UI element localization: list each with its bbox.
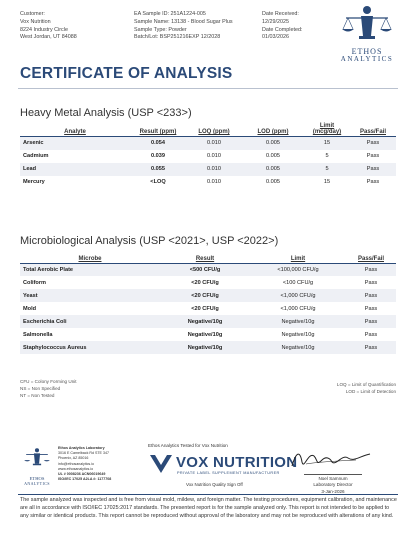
date-completed: 01/03/2026: [262, 34, 289, 41]
signer-block: [300, 476, 366, 495]
col-analyte: Analyte: [20, 123, 130, 137]
sample-type: Sample Type: Powder: [134, 26, 187, 33]
lab-city: Phoenix, AZ 85016: [58, 456, 89, 461]
logo-line-2: ANALYTICS: [340, 55, 394, 63]
col-result: Result (ppm): [130, 123, 186, 137]
date-completed-label: Date Completed:: [262, 26, 303, 33]
micro-limit-cell: <100 CFU/g: [282, 279, 314, 286]
result-cell: 0.039: [151, 153, 165, 159]
lab-accreditation-1: UL # 0008236 ACN06019649: [58, 472, 106, 477]
microbe-cell: Staphylococcus Aureus: [20, 341, 160, 354]
micro-result-cell: <500 CFU/g: [160, 263, 250, 276]
table-row: [20, 137, 396, 150]
lod-cell: 0.005: [266, 179, 280, 185]
col-micro-result: Result: [160, 250, 250, 263]
col-micro-limit: Limit: [250, 250, 346, 263]
micro-result-cell: Negative/10g: [160, 341, 250, 354]
table-row: [20, 328, 396, 341]
legend-loq: LOQ = Limit of Quantification: [336, 382, 396, 387]
customer-block: [20, 11, 77, 42]
table-row: [20, 302, 396, 315]
limit-cell: 5: [304, 163, 350, 176]
tested-for-note: Ethos Analytics Tested for Vox Nutrition: [148, 443, 228, 448]
signer-date: 3-Jan-2026: [321, 488, 345, 494]
limit-cell: 15: [323, 179, 331, 185]
lab-address-block: [58, 446, 111, 482]
title-divider: [18, 88, 398, 89]
pass-fail-cell: Pass: [350, 163, 396, 176]
micro-result-cell: <20 CFU/g: [160, 289, 250, 302]
col-loq: LOQ (ppm): [186, 123, 242, 137]
col-lod: LOD (ppm): [242, 123, 304, 137]
loq-cell: 0.010: [207, 179, 221, 185]
vox-sign-off: Vox Nutrition Quality Sign Off: [186, 482, 243, 487]
signer-title: Laboratory Director: [313, 482, 353, 488]
vox-wordmark: VOX NUTRITION: [176, 454, 298, 471]
heavy-metal-title: Heavy Metal Analysis (USP <233>): [20, 107, 192, 119]
analyte-cell: Lead: [20, 163, 130, 176]
pass-fail-cell: Pass: [346, 289, 396, 302]
legend-lod: LOD = Limit of Detection: [345, 389, 396, 394]
page-title: CERTIFICATE OF ANALYSIS: [20, 65, 233, 82]
pass-fail-cell: Pass: [366, 153, 380, 159]
lab-email[interactable]: info@ethosanalytics.io: [58, 461, 95, 466]
sample-block: [134, 11, 233, 42]
legend-cfu: CFU = Colony Forming Unit: [20, 379, 77, 384]
pass-fail-cell: Pass: [366, 179, 380, 185]
signer-name: Noel Samnum: [318, 476, 348, 481]
loq-cell: 0.010: [207, 153, 221, 159]
micro-header-row: [20, 250, 396, 263]
table-row: [20, 263, 396, 276]
legend-left: [20, 378, 77, 399]
batch-lot: Batch/Lot: BSP251216EXP 12/2028: [134, 34, 221, 41]
microbe-cell: Escherichia Coli: [20, 315, 160, 328]
pass-fail-cell: Pass: [346, 263, 396, 276]
micro-limit-cell: Negative/10g: [281, 331, 315, 338]
analyte-cell: Mercury: [23, 179, 45, 185]
loq-cell: 0.010: [186, 137, 242, 150]
micro-limit-cell: <1,000 CFU/g: [280, 305, 316, 312]
pass-fail-cell: Pass: [364, 279, 378, 286]
date-received: 12/29/2025: [262, 18, 289, 25]
footer-logo-line-1: ETHOS: [29, 476, 45, 481]
micro-limit-cell: Negative/10g: [250, 315, 346, 328]
sample-name: Sample Name: 13138 - Blood Sugar Plus: [134, 18, 233, 25]
microbe-cell: Yeast: [20, 289, 160, 302]
table-row: [20, 163, 396, 176]
limit-cell: 15: [304, 137, 350, 150]
legend-nt: NT = Non Tested: [20, 393, 55, 398]
table-row: [20, 150, 396, 163]
vox-logo-icon: [148, 453, 174, 475]
heavy-metal-table: [20, 123, 396, 189]
col-microbe: Microbe: [20, 250, 160, 263]
footer-ethos-logo: [20, 443, 54, 489]
table-row: [20, 289, 396, 302]
pass-fail-cell: Pass: [346, 315, 396, 328]
vox-tagline: PRIVATE LABEL SUPPLEMENT MANUFACTURER: [177, 471, 280, 475]
customer-label: Customer:: [20, 11, 45, 17]
loq-cell: 0.010: [186, 163, 242, 176]
col-pass-fail: Pass/Fail: [350, 123, 396, 137]
col-micro-pass-fail: Pass/Fail: [346, 250, 396, 263]
pass-fail-cell: Pass: [346, 341, 396, 354]
pass-fail-cell: Pass: [350, 137, 396, 150]
table-row: [20, 276, 396, 289]
disclaimer-text: The sample analyzed was inspected and is free from visual mold, mildew, and foreign matter. The testing procedures, equipment calibration, and maintenance are all in accordance with ISO/IEC 17025:2017 standards. The presented report is for the sample analyzed only. This report is not intended to be applied to any similar or identical products. This report cannot be reproduced without approval of the laboratory and may not be reproduced with alterations of any kind.: [20, 497, 397, 520]
analyte-cell: Cadmium: [23, 153, 49, 159]
micro-result-cell: Negative/10g: [187, 331, 223, 338]
micro-title: Microbiological Analysis (USP <2021>, USP <2022>): [20, 235, 279, 247]
micro-limit-cell: <1,000 CFU/g: [250, 289, 346, 302]
micro-table: [20, 250, 396, 354]
customer-address-1: 8224 Industry Circle: [20, 26, 68, 33]
result-cell: 0.054: [130, 137, 186, 150]
director-signature: [286, 446, 376, 472]
lab-website[interactable]: www.ethosanalytics.io: [58, 466, 94, 471]
micro-limit-cell: <100,000 CFU/g: [250, 263, 346, 276]
microbe-cell: Mold: [23, 305, 37, 312]
lab-street: 3016 E Camelback Rd STE 347: [58, 451, 109, 456]
legend-right: [337, 381, 396, 395]
legend-ns: NS = Non Specified: [20, 386, 61, 391]
analyte-cell: Arsenic: [20, 137, 130, 150]
microbe-cell: Salmonella: [23, 331, 53, 338]
lab-name: Ethos Analytics Laboratory: [58, 446, 105, 450]
customer-address-2: West Jordan, UT 84088: [20, 34, 77, 41]
table-row: [20, 315, 396, 328]
micro-limit-cell: Negative/10g: [250, 341, 346, 354]
micro-result-cell: <20 CFU/g: [191, 305, 219, 312]
col-limit: Limit (mcg/day): [304, 123, 350, 137]
table-row: [20, 176, 396, 189]
table-row: [20, 341, 396, 354]
lod-cell: 0.005: [242, 163, 304, 176]
pass-fail-cell: Pass: [364, 305, 378, 312]
footer-divider: [18, 494, 398, 495]
dates-block: [262, 11, 302, 42]
heavy-metal-header-row: [20, 123, 396, 137]
logo-line-1: ETHOS: [351, 47, 383, 56]
pass-fail-cell: Pass: [364, 331, 378, 338]
micro-result-cell: Negative/10g: [160, 315, 250, 328]
sample-id: EA Sample ID: 251A1224-005: [134, 11, 206, 17]
lab-accreditation-2: ISO/IEC 17025 A2LA #: 1177708: [58, 477, 112, 482]
customer-name: Vox Nutrition: [20, 18, 51, 25]
limit-cell: 5: [325, 153, 329, 159]
result-cell: <LOQ: [150, 179, 166, 185]
result-cell: 0.055: [130, 163, 186, 176]
microbe-cell: Coliform: [23, 279, 46, 286]
scales-icon: [334, 4, 400, 42]
footer-logo-line-2: ANALYTICS: [24, 481, 50, 486]
lod-cell: 0.005: [242, 137, 304, 150]
lod-cell: 0.005: [266, 153, 280, 159]
date-received-label: Date Received:: [262, 11, 299, 17]
signature-line: [304, 474, 362, 475]
scales-icon: [20, 443, 54, 471]
ethos-logo: [334, 4, 400, 63]
micro-result-cell: <20 CFU/g: [191, 279, 219, 286]
microbe-cell: Total Aerobic Plate: [20, 263, 160, 276]
